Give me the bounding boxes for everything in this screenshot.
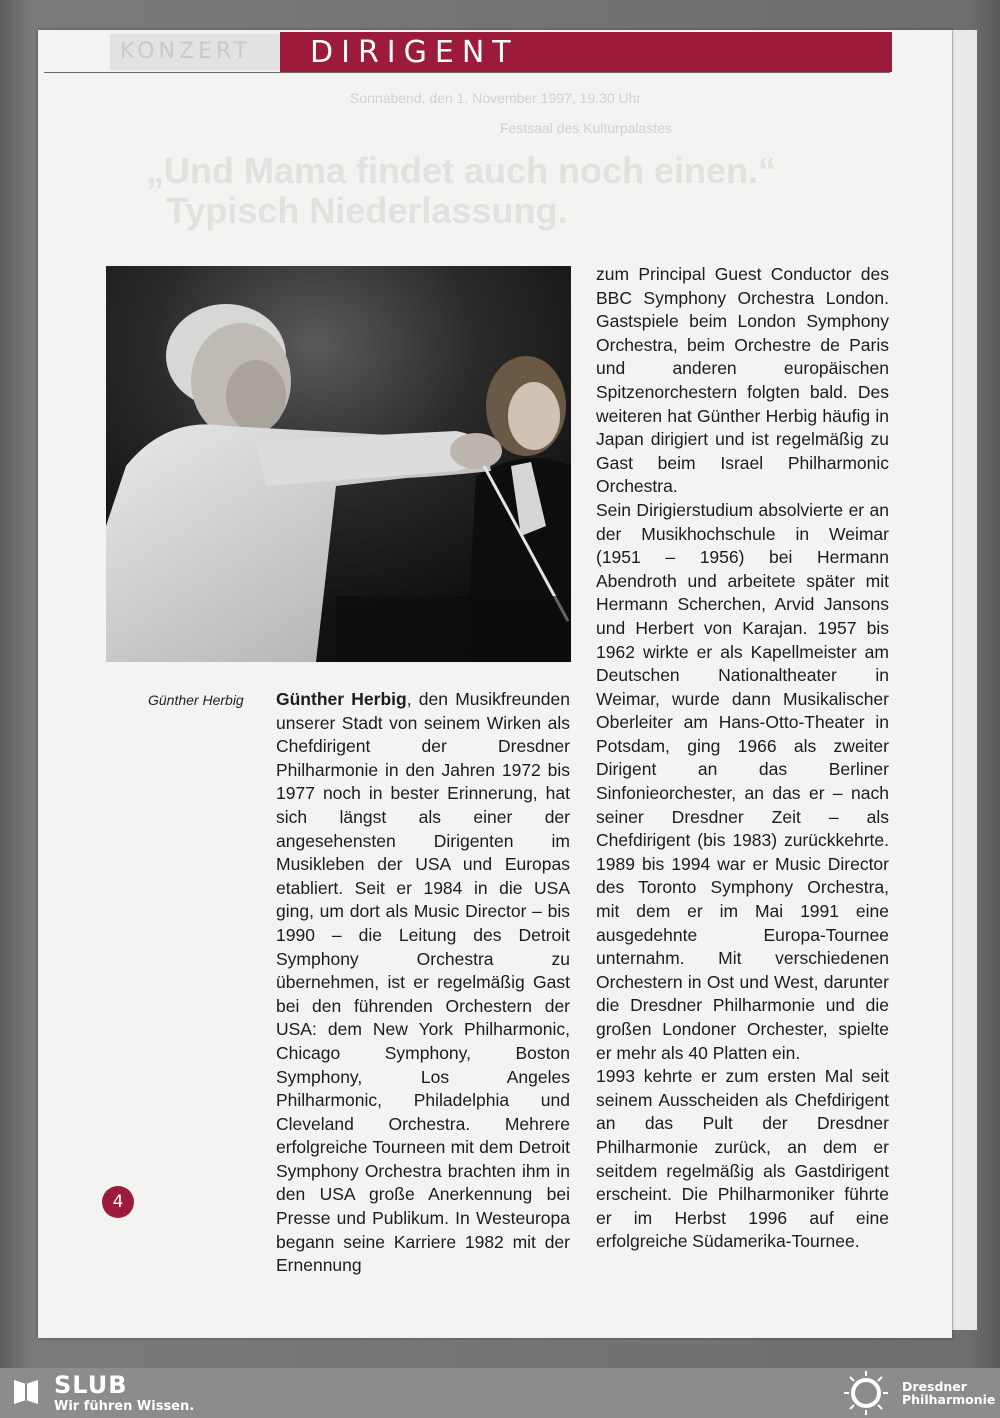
- footer-bar: [0, 1368, 1000, 1418]
- article-paragraph: [276, 688, 570, 1278]
- conductor-name: Günther Herbig: [276, 689, 407, 709]
- section-title: DIRIGENT: [280, 32, 892, 72]
- bleed-through-line1: Sonnabend, den 1. November 1997, 19.30 Uhr: [350, 90, 642, 106]
- slub-tagline: Wir führen Wissen.: [54, 1399, 195, 1414]
- article-text: , den Musikfreunden unserer Stadt von seinem Wirken als Chefdirigent der Dresdner Philharmonie in den Jahren 1972 bis 1977 noch in bester Erinnerung, hat sich längst als einer der angesehensten Dirigenten im Musikleben der USA und Europas etabliert. Seit er 1984 in die USA ging, um dort als Music Director – bis 1990 – die Leitung des Detroit Symphony Orchestra zu übernehmen, ist er regelmäßig Gast bei den führenden Orchestern der USA: dem New York Philharmonic, Chicago Symphony, Boston Symphony, Los Angeles Philharmonic, Philadelphia und Cleveland Orchestra. Mehrere erfolgreiche Tourneen mit dem Detroit Symphony Orchestra brachten ihm in den USA große Anerkennung bei Presse und Publikum. In Westeuropa begann seine Karriere 1982 mit der Ernennung: [276, 689, 570, 1276]
- article-paragraph: 1993 kehrte er zum ersten Mal seit seinem Ausscheiden als Chefdirigent an das Pult der Dresdner Philharmonie zurück, an dem er seitdem regelmäßig als Gastdirigent erscheint. Die Philharmoniker führte er im Herbst 1996 auf eine erfolgreiche Südamerika-Tournee.: [596, 1066, 889, 1252]
- next-page-edge: [952, 30, 977, 1330]
- slub-name[interactable]: SLUB: [54, 1371, 128, 1399]
- dresdner-philharmonie-logo-icon: [842, 1370, 890, 1416]
- bleed-through-headline1: „Und Mama findet auch noch einen.“: [146, 150, 777, 191]
- partner-name-line2: Philharmonie: [902, 1392, 996, 1407]
- photo-caption: Günther Herbig: [148, 692, 244, 708]
- header-rule: [44, 72, 890, 73]
- partner-name[interactable]: [902, 1380, 995, 1406]
- partner-name-line1: Dresdner: [902, 1379, 967, 1394]
- page-number: 4: [102, 1186, 134, 1218]
- conductor-photo: [106, 266, 571, 662]
- header-ghost-text: KONZERT: [110, 34, 280, 70]
- article-paragraph: Sein Dirigierstudium absolvierte er an der Musikhochschule in Weimar (1951 – 1956) bei Hermann Abendroth und arbeitete später mit Hermann Scherchen, Arvid Jansons und Herbert von Karajan. 1957 bis 1962 wirkte er als Kapellmeister am Deutschen Nationaltheater in Weimar, wurde dann Musikalischer Oberleiter am Hans-Otto-Theater in Potsdam, ging 1966 als zweiter Dirigent an das Berliner Sinfonieorchester, an das er – nach seiner Dresdner Zeit – als Chefdirigent (bis 1983) zurückkehrte. 1989 bis 1994 war er Music Director des Toronto Symphony Orchestra, mit dem er im Mai 1991 eine ausgedehnte Europa-Tournee unternahm. Mit verschiedenen Orchestern in Ost und West, darunter die Dresdner Philharmonie und die großen Londoner Orchester, spielte er mehr als 40 Platten ein.: [596, 499, 889, 1063]
- bleed-through-headline2: Typisch Niederlassung.: [166, 190, 568, 231]
- bleed-through-line2: Festsaal des Kulturpalastes: [500, 120, 672, 136]
- article-column-1: [276, 688, 570, 1278]
- article-column-2: [596, 263, 889, 1254]
- article-paragraph: zum Principal Guest Conductor des BBC Symphony Orchestra London. Gastspiele beim London Symphony Orchestra, beim Orchestre de Paris und anderen europäischen Spitzenorchestern folgten bald. Des weiteren hat Günther Herbig häufig in Japan dirigiert und ist regelmäßig zu Gast beim Israel Philharmonic Orchestra.: [596, 264, 889, 497]
- slub-logo-icon: [12, 1376, 40, 1406]
